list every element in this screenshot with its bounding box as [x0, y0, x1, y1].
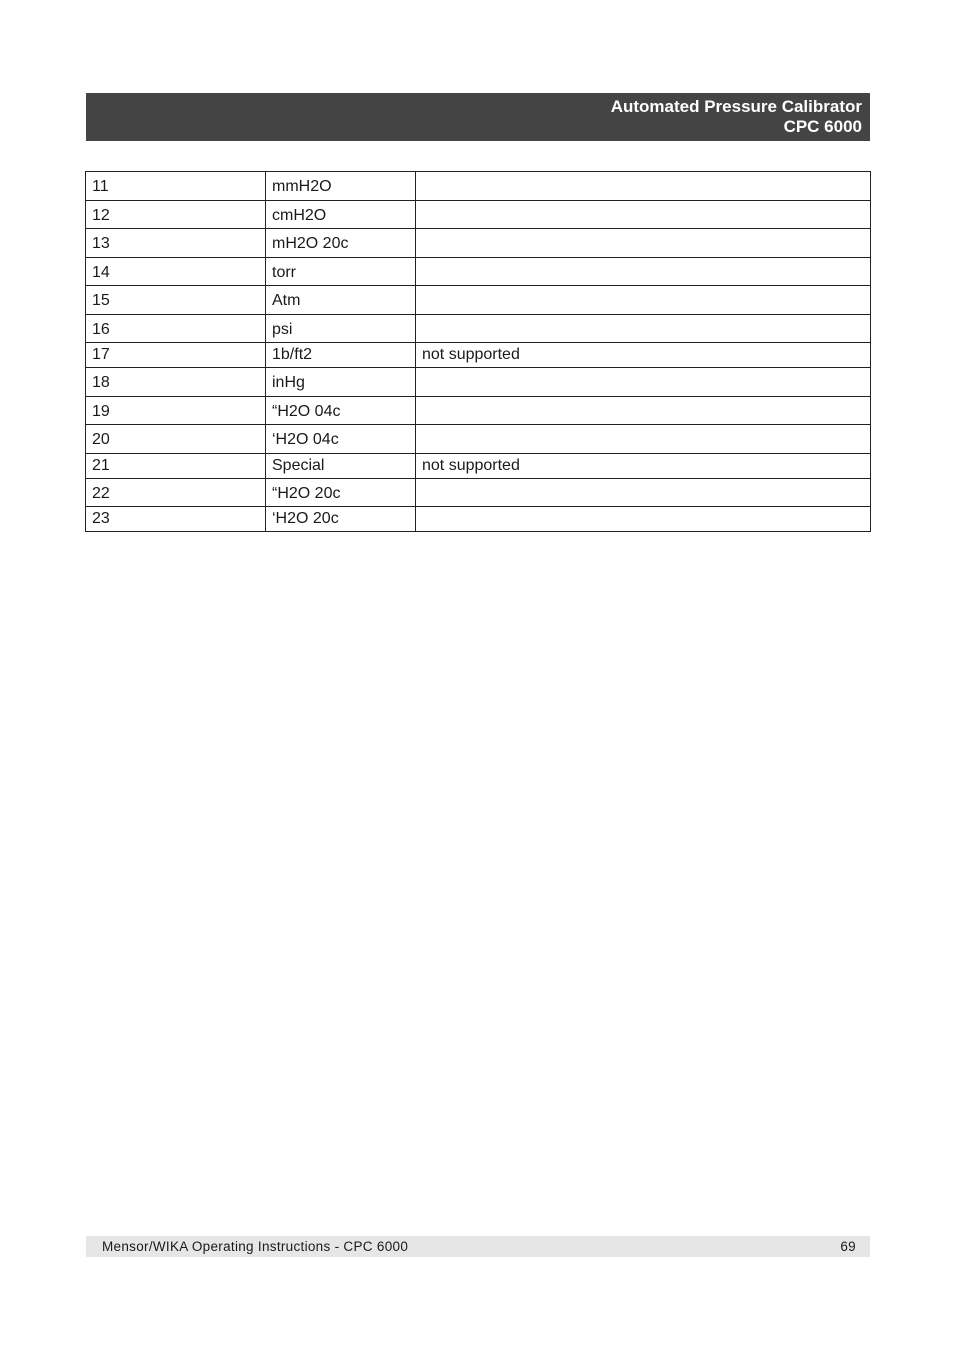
code-cell: 22 — [86, 478, 266, 507]
code-cell: 20 — [86, 425, 266, 454]
code-cell: 14 — [86, 257, 266, 286]
unit-cell: mH2O 20c — [266, 229, 416, 258]
table-row — [86, 286, 871, 315]
note-cell — [416, 507, 871, 532]
unit-cell: ‘H2O 04c — [266, 425, 416, 454]
code-cell: 17 — [86, 343, 266, 368]
note-cell: not supported — [416, 343, 871, 368]
note-cell — [416, 172, 871, 201]
note-cell: not supported — [416, 453, 871, 478]
note-cell — [416, 368, 871, 397]
unit-cell: 1b/ft2 — [266, 343, 416, 368]
table-row — [86, 229, 871, 258]
header-model: CPC 6000 — [783, 117, 862, 136]
unit-cell: ‘H2O 20c — [266, 507, 416, 532]
code-cell: 23 — [86, 507, 266, 532]
code-cell: 12 — [86, 200, 266, 229]
note-cell — [416, 396, 871, 425]
note-cell — [416, 286, 871, 315]
note-cell — [416, 314, 871, 343]
note-cell — [416, 257, 871, 286]
units-table — [85, 171, 871, 532]
header-title: Automated Pressure Calibrator — [610, 97, 862, 116]
table-row — [86, 368, 871, 397]
table-row — [86, 257, 871, 286]
code-cell: 21 — [86, 453, 266, 478]
code-cell: 15 — [86, 286, 266, 315]
unit-cell: psi — [266, 314, 416, 343]
table-row — [86, 396, 871, 425]
note-cell — [416, 425, 871, 454]
unit-cell: Special — [266, 453, 416, 478]
code-cell: 19 — [86, 396, 266, 425]
table-row — [86, 172, 871, 201]
unit-cell: cmH2O — [266, 200, 416, 229]
document-footer — [86, 1236, 870, 1257]
table-row — [86, 314, 871, 343]
unit-cell: “H2O 04c — [266, 396, 416, 425]
page-number: 69 — [840, 1239, 856, 1254]
footer-text: Mensor/WIKA Operating Instructions - CPC 6000 — [102, 1239, 409, 1254]
table-row — [86, 343, 871, 368]
table-row — [86, 507, 871, 532]
table-row — [86, 453, 871, 478]
table-row — [86, 425, 871, 454]
note-cell — [416, 478, 871, 507]
table-row — [86, 200, 871, 229]
unit-cell: “H2O 20c — [266, 478, 416, 507]
unit-cell: mmH2O — [266, 172, 416, 201]
note-cell — [416, 229, 871, 258]
code-cell: 18 — [86, 368, 266, 397]
document-header — [86, 93, 870, 141]
unit-cell: Atm — [266, 286, 416, 315]
code-cell: 13 — [86, 229, 266, 258]
code-cell: 16 — [86, 314, 266, 343]
unit-cell: torr — [266, 257, 416, 286]
table-row — [86, 478, 871, 507]
note-cell — [416, 200, 871, 229]
unit-cell: inHg — [266, 368, 416, 397]
code-cell: 11 — [86, 172, 266, 201]
